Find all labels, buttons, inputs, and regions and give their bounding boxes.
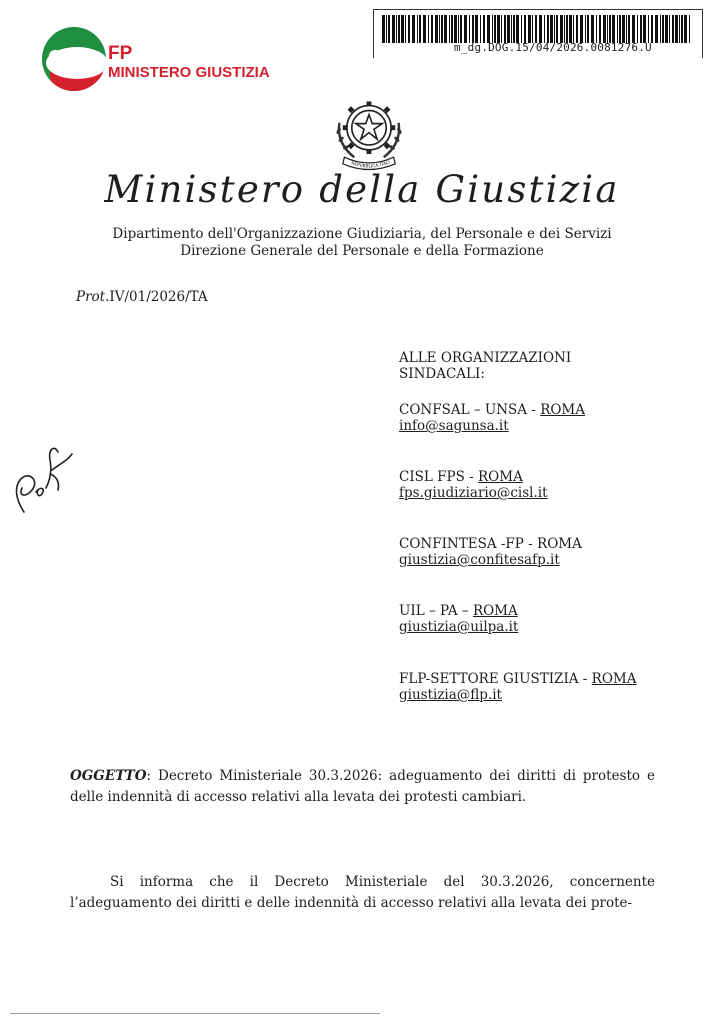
barcode-bar [580, 15, 583, 43]
barcode-bar [607, 15, 608, 43]
barcode-bar [435, 15, 438, 43]
recipient-city: ROMA [472, 603, 518, 619]
barcode-bar [535, 15, 537, 43]
barcode-bar [501, 15, 502, 43]
barcode-bar [655, 15, 658, 43]
recipient-name: CONFINTESA -FP - [399, 536, 538, 552]
recipient-city: ROMA [591, 671, 637, 687]
barcode-bar [640, 15, 642, 43]
barcode-bar [423, 15, 426, 43]
barcode-bar [532, 15, 533, 43]
recipient-email-link[interactable]: giustizia@flp.it [399, 687, 502, 703]
barcode-bar [417, 15, 418, 43]
barcode-bar [528, 15, 531, 43]
recipient-email-link[interactable]: info@sagunsa.it [399, 418, 509, 434]
barcode-bar [591, 15, 594, 43]
barcode-bar [564, 15, 565, 43]
barcode-bar [405, 15, 406, 43]
subject-label: OGGETTO [70, 768, 147, 784]
barcode-bar [662, 15, 664, 43]
recipients-heading-line-2: SINDACALI: [399, 366, 485, 382]
protocol-value: IV/01/2026/TA [109, 289, 208, 305]
recipient-item [399, 469, 548, 501]
barcode-bar [487, 15, 490, 43]
barcode-icon [382, 15, 692, 43]
barcode-bar [449, 15, 450, 43]
recipients-heading [399, 350, 571, 382]
recipient-email-link[interactable]: giustizia@uilpa.it [399, 619, 519, 635]
barcode-bar [408, 15, 410, 43]
logo-caption: MINISTERO GIUSTIZIA [108, 64, 270, 81]
barcode-bar [556, 15, 558, 43]
barcode-bar [609, 15, 611, 43]
barcode-bar [441, 15, 443, 43]
recipient-email-link[interactable]: fps.giudiziario@cisl.it [399, 485, 548, 501]
barcode-bar [480, 15, 481, 43]
barcode-bar [554, 15, 555, 43]
barcode-bar [550, 15, 553, 43]
recipient-item [399, 402, 585, 434]
barcode-bar [507, 15, 510, 43]
recipient-item [399, 671, 636, 703]
barcode-bar [560, 15, 563, 43]
barcode-bar [669, 15, 670, 43]
barcode-bar [612, 15, 615, 43]
handwritten-signature-icon [6, 430, 76, 520]
recipients-heading-line-1: ALLE ORGANIZZAZIONI [399, 350, 572, 366]
barcode-bar [469, 15, 470, 43]
barcode-bar [419, 15, 421, 43]
cisl-brand-text: CISL [48, 47, 96, 69]
barcode-bar [513, 15, 515, 43]
department-name: Dipartimento dell'Organizzazione Giudiziaria, del Personale e dei Servizi [112, 226, 612, 242]
barcode-bar [576, 15, 578, 43]
barcode-bar [392, 15, 395, 43]
direction-name: Direzione Generale del Personale e della Formazione [180, 243, 544, 259]
barcode-bar [401, 15, 404, 43]
barcode-bar [475, 15, 478, 43]
barcode-bar [444, 15, 447, 43]
barcode-bar [617, 15, 618, 43]
barcode-bar [587, 15, 589, 43]
barcode-bar [524, 15, 526, 43]
barcode-bar [637, 15, 638, 43]
barcode-bar [494, 15, 496, 43]
barcode-bar [431, 15, 433, 43]
barcode-bar [585, 15, 586, 43]
recipient-name: FLP-SETTORE GIUSTIZIA - [399, 671, 592, 687]
barcode-bar [458, 15, 459, 43]
barcode-bar [451, 15, 453, 43]
barcode-bar [492, 15, 493, 43]
protocol-barcode-stamp [373, 9, 703, 58]
recipient-name: CONFSAL – UNSA - [399, 402, 541, 418]
barcode-bar [681, 15, 683, 43]
barcode-bar [628, 15, 630, 43]
barcode-text: m_dg.DOG.15/04/2026.0081276.U [454, 41, 652, 54]
fp-brand-text: FP [108, 43, 133, 64]
barcode-bar [679, 15, 680, 43]
recipient-city: ROMA [540, 402, 586, 418]
barcode-bar [648, 15, 649, 43]
barcode-bar [428, 15, 429, 43]
ministry-title: Ministero della Giustizia [104, 168, 620, 211]
barcode-bar [388, 15, 390, 43]
subject-paragraph [70, 766, 655, 808]
repubblica-italiana-emblem-icon [328, 90, 410, 172]
barcode-bar [573, 15, 574, 43]
recipient-name: CISL FPS - [399, 469, 479, 485]
barcode-bar [622, 15, 625, 43]
barcode-bar [672, 15, 674, 43]
recipient-email-link[interactable]: giustizia@confitesafp.it [399, 552, 560, 568]
barcode-bar [665, 15, 668, 43]
barcode-bar [684, 15, 687, 43]
barcode-bar [632, 15, 635, 43]
recipient-item [399, 603, 518, 635]
barcode-bar [464, 15, 467, 43]
barcode-bar [412, 15, 415, 43]
barcode-bar [504, 15, 506, 43]
barcode-bar [626, 15, 627, 43]
barcode-bar [539, 15, 542, 43]
barcode-bar [660, 15, 661, 43]
protocol-number [76, 289, 208, 305]
emblem-ribbon-text: REPVBBLICA ITALI [350, 160, 391, 170]
barcode-bar [460, 15, 462, 43]
barcode-bar [521, 15, 522, 43]
barcode-bar [398, 15, 400, 43]
subject-text: : Decreto Ministeriale 30.3.2026: adeguamento dei diritti di protesto e delle indennità di accesso relativi alla levata dei protesti cambiari. [70, 768, 655, 805]
cisl-fp-logo [42, 27, 282, 87]
footer-divider [10, 1013, 380, 1014]
barcode-bar [497, 15, 500, 43]
barcode-bar [675, 15, 678, 43]
protocol-prefix: Prot. [76, 289, 110, 305]
barcode-bar [483, 15, 485, 43]
recipient-item [399, 536, 582, 568]
barcode-bar [569, 15, 572, 43]
body-paragraph: Si informa che il Decreto Ministeriale del 30.3.2026, concernente l’adeguamento dei diritti e delle indennità di accesso relativi alla levata dei prote- [70, 874, 655, 911]
barcode-bar [382, 15, 385, 43]
barcode-bar [544, 15, 545, 43]
recipient-city: ROMA [478, 469, 523, 485]
barcode-bar [596, 15, 597, 43]
barcode-bar [651, 15, 653, 43]
barcode-bar [603, 15, 606, 43]
barcode-bar [689, 15, 690, 43]
barcode-bar [511, 15, 512, 43]
barcode-bar [547, 15, 549, 43]
barcode-bar [454, 15, 457, 43]
barcode-bar [396, 15, 397, 43]
barcode-bar [439, 15, 440, 43]
barcode-bar [386, 15, 387, 43]
barcode-bar [599, 15, 601, 43]
barcode-bar [566, 15, 568, 43]
barcode-bar [643, 15, 646, 43]
recipient-city: ROMA [537, 536, 582, 552]
recipient-name: UIL – PA – [399, 603, 473, 619]
barcode-bar [516, 15, 519, 43]
barcode-bar [619, 15, 621, 43]
barcode-bar [472, 15, 474, 43]
